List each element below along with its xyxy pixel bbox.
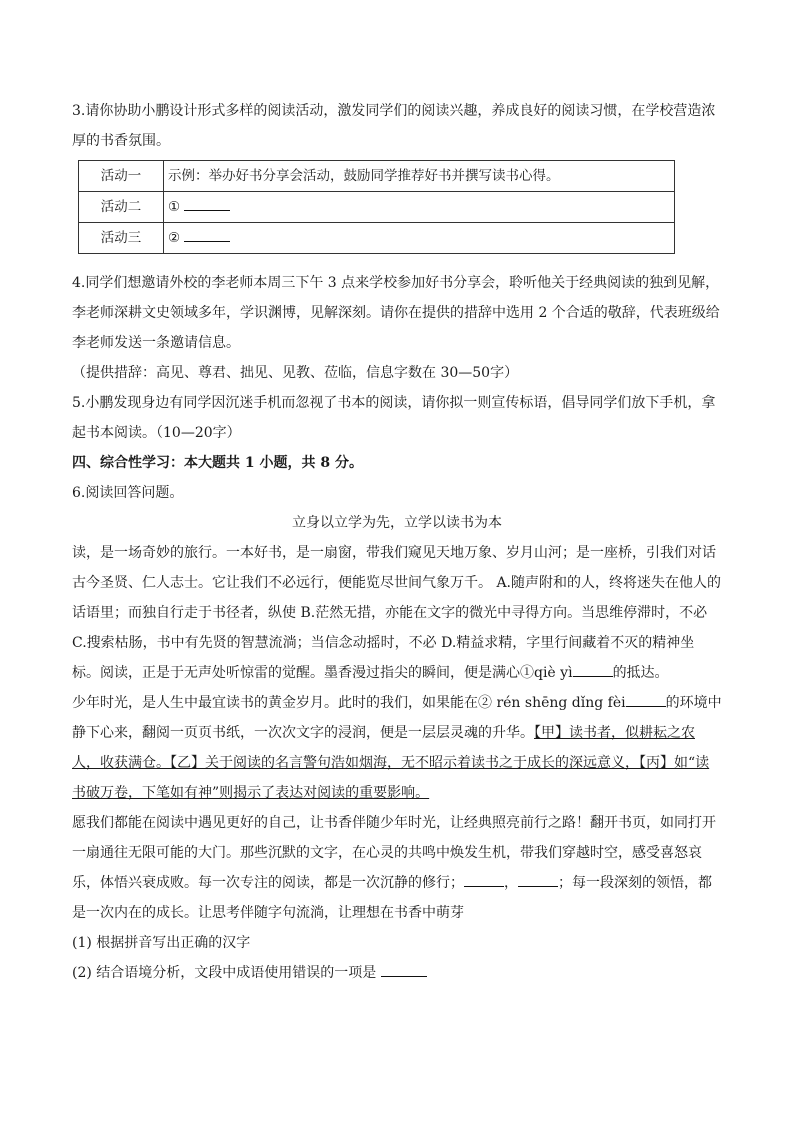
answer-blank[interactable] [381,962,427,977]
table-row [79,223,675,254]
activity-content-cell [164,192,675,223]
answer-blank[interactable] [184,196,230,211]
table-row [79,192,675,223]
activity-name: 活动三 [79,223,164,254]
question-6-intro: 6.阅读回答问题。 [72,485,184,501]
question-4-note: （提供措辞：高见、尊君、拙见、见教、莅临，信息字数在 30—50字） [72,365,519,381]
answer-blank[interactable] [573,662,613,677]
answer-blank[interactable] [518,872,558,887]
activity-name: 活动一 [79,161,164,192]
circled-number: ② [168,230,181,246]
passage-title: 立身以立学为先，立学以读书为本 [292,515,502,531]
passage-paragraph-2: 少年时光，是人生中最宜读书的黄金岁月。此时的我们，如果能在② rén shēng dǐng fèi 的环境中静下心来，翻阅一页页书纸，一次次文字的浸润，便是一层层灵魂的升华。【甲】读书者，似耕耘之农人，收获满仓。【乙】关于阅读的名言警句浩如烟海，无不昭示着读书之于成长的深远意义，【丙】如“读书破万卷，下笔如有神”则揭示了表达对阅读的重要影响。 [72,688,722,808]
answer-blank[interactable] [184,227,230,242]
passage-paragraph-3: 愿我们都能在阅读中遇见更好的自己，让书香伴随少年时光，让经典照亮前行之路！翻开书页，如同打开一扇通往无限可能的大门。那些沉默的文字，在心灵的共鸣中焕发生机，带我们穿越时空，感受喜怒哀乐，体悟兴衰成败。每一次专注的阅读，都是一次沉静的修行； ， ；每一段深刻的领悟，都是一次内在的成长。让思考伴随字句流淌，让理想在书香中萌芽 [72,815,716,921]
passage-paragraph-1: 读，是一场奇妙的旅行。一本好书，是一扇窗，带我们窥见天地万象、岁月山河；是一座桥，引我们对话古今圣贤、仁人志士。它让我们不必远行，便能览尽世间气象万千。 A.随声附和的人，终将迷失在他人的话语里；而独自行走于书径者，纵使 B.茫然无措，亦能在文字的微光中寻得方向。当思维停滞时，不必 C.搜索枯肠，书中有先贤的智慧流淌；当信念动摇时，不必 D.精益求精，字里行间藏着不灭的精神坐标。阅读，正是于无声处听惊雷的觉醒。墨香漫过指尖的瞬间，便是满心①qiè yì 的抵达。 [72,545,722,681]
question-3: 3.请你协助小鹏设计形式多样的阅读活动，激发同学们的阅读兴趣，养成良好的阅读习惯，在学校营造浓厚的书香氛围。 [72,103,716,149]
activity-content-cell [164,223,675,254]
question-4: 4.同学们想邀请外校的李老师本周三下午 3 点来学校参加好书分享会，聆听他关于经典阅读的独到见解，李老师深耕文史领域多年，学识渊博，见解深刻。请你在提供的措辞中选用 2 个合适的敬辞，代表班级给李老师发送一条邀请信息。 [72,275,720,351]
spacer [72,254,722,268]
table-row [79,161,675,192]
circled-number: ① [168,199,181,215]
document-page [72,96,722,988]
activity-name: 活动二 [79,192,164,223]
underlined-sentences: 【甲】读书者，似耕耘之农人，收获满仓。【乙】关于阅读的名言警句浩如烟海，无不昭示着读书之于成长的深远意义，【丙】如“读书破万卷，下笔如有神”则揭示了表达对阅读的重要影响。 [72,725,710,801]
answer-blank[interactable] [464,872,504,887]
activity-content: 示例：举办好书分享会活动，鼓励同学推荐好书并撰写读书心得。 [164,161,675,192]
section-4-heading: 四、综合性学习：本大题共 1 小题，共 8 分。 [72,455,363,471]
sub-question-2: (2) 结合语境分析，文段中成语使用错误的一项是 [72,958,722,988]
answer-blank[interactable] [626,692,666,707]
sub-question-1: (1) 根据拼音写出正确的汉字 [72,935,251,951]
activity-table [78,160,675,254]
question-5: 5.小鹏发现身边有同学因沉迷手机而忽视了书本的阅读，请你拟一则宣传标语，倡导同学们放下手机，拿起书本阅读。（10—20字） [72,395,716,441]
